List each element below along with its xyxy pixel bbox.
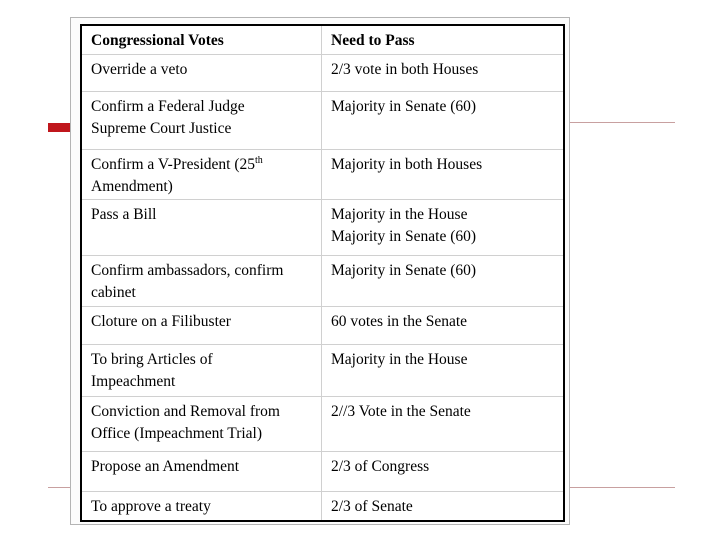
- requirement-line: 2/3 vote in both Houses: [331, 61, 479, 78]
- table-row: [82, 255, 563, 306]
- requirement: [322, 150, 563, 199]
- vote-type: [82, 150, 322, 199]
- vote-type-line: Conviction and Removal from: [91, 403, 280, 420]
- vote-type: [82, 92, 322, 149]
- requirement-line: 2//3 Vote in the Senate: [331, 403, 471, 420]
- table-row: [82, 344, 563, 396]
- requirement: [322, 452, 563, 491]
- ordinal-superscript: th: [255, 155, 263, 166]
- requirement-line: Majority in Senate (60): [331, 262, 477, 279]
- requirement-line: 2/3 of Congress: [331, 458, 430, 475]
- vote-type: [82, 55, 322, 91]
- table-row: [82, 306, 563, 344]
- table-row: [82, 396, 563, 451]
- decorative-rule-bottom-right: [565, 487, 675, 488]
- requirement: [322, 200, 563, 255]
- vote-type: [82, 397, 322, 451]
- vote-type-line: Impeachment: [91, 373, 176, 390]
- vote-type: [82, 200, 322, 255]
- table-row: [82, 451, 563, 491]
- requirement: [322, 92, 563, 149]
- vote-type-line: Pass a Bill: [91, 206, 157, 223]
- vote-type: [82, 307, 322, 344]
- requirement-line: Majority in Senate (60): [331, 98, 477, 115]
- requirement: [322, 307, 563, 344]
- requirement-line: Majority in both Houses: [331, 156, 483, 173]
- vote-type-line: Confirm ambassadors, confirm: [91, 262, 284, 279]
- vote-type-line: Confirm a Federal Judge: [91, 98, 245, 115]
- vote-type-line: Supreme Court Justice: [91, 120, 232, 137]
- table-header: [82, 26, 563, 54]
- vote-type-line: [91, 154, 321, 176]
- requirement-line: Majority in the House: [331, 351, 468, 368]
- requirement: [322, 55, 563, 91]
- requirement-line: Majority in Senate (60): [331, 228, 477, 245]
- table-row: [82, 91, 563, 149]
- vote-type: [82, 256, 322, 306]
- vote-type: [82, 345, 322, 396]
- vote-type-line: Cloture on a Filibuster: [91, 313, 231, 330]
- vote-type-line: To approve a treaty: [91, 498, 211, 515]
- header-need-to-pass: Need to Pass: [331, 32, 415, 49]
- requirement-line: 2/3 of Senate: [331, 498, 413, 515]
- requirement-line: 60 votes in the Senate: [331, 313, 468, 330]
- votes-table: [80, 24, 565, 522]
- table-row: [82, 199, 563, 255]
- header-congressional-votes: Congressional Votes: [82, 26, 322, 54]
- table-row: [82, 491, 563, 520]
- vote-type-line: Propose an Amendment: [91, 458, 240, 475]
- requirement: [322, 256, 563, 306]
- vote-type: [82, 492, 322, 520]
- vote-type-text: Confirm a V-President (25: [91, 156, 256, 173]
- table-row: [82, 54, 563, 91]
- table-row: [82, 149, 563, 199]
- vote-type-line: Override a veto: [91, 61, 188, 78]
- decorative-rule-top-right: [565, 122, 675, 123]
- requirement: [322, 492, 563, 520]
- requirement-line: Majority in the House: [331, 206, 468, 223]
- vote-type-line: To bring Articles of: [91, 351, 213, 368]
- vote-type-line: cabinet: [91, 284, 136, 301]
- vote-type: [82, 452, 322, 491]
- requirement: [322, 397, 563, 451]
- vote-type-line: Office (Impeachment Trial): [91, 425, 263, 442]
- requirement: [322, 345, 563, 396]
- vote-type-line: Amendment): [91, 178, 173, 195]
